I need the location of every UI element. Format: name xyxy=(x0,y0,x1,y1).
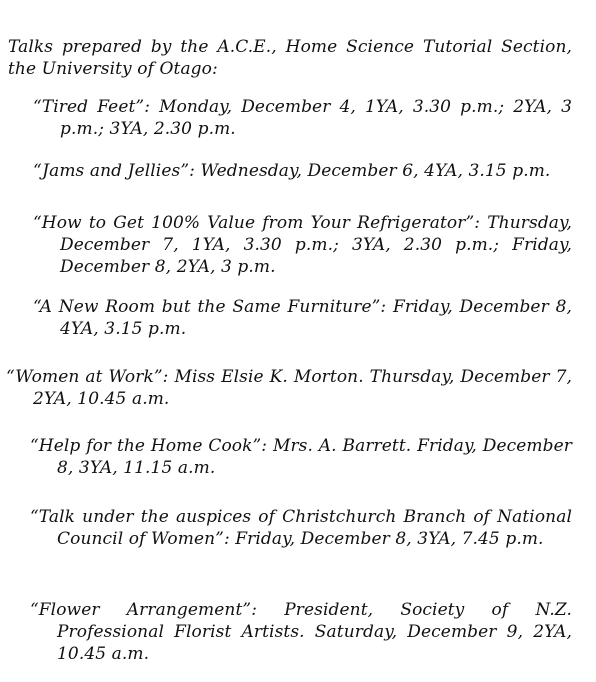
talk-entry-jams-and-jellies: “Jams and Jellies”: Wednesday, December 6, 4YA, 3.15 p.m. xyxy=(33,161,551,181)
talk-entry-women-at-work: “Women at Work”: Miss Elsie K. Morton. Thursday, December 7, 2YA, 10.45 a.m. xyxy=(6,367,572,409)
talk-entry-new-room: “A New Room but the Same Furniture”: Friday, December 8, 4YA, 3.15 p.m. xyxy=(33,297,572,339)
talk-entry-home-cook: “Help for the Home Cook”: Mrs. A. Barrett. Friday, December 8, 3YA, 11.15 a.m. xyxy=(30,436,572,478)
talk-entry-tired-feet: “Tired Feet”: Monday, December 4, 1YA, 3.30 p.m.; 2YA, 3 p.m.; 3YA, 2.30 p.m. xyxy=(33,97,572,139)
intro-paragraph: Talks prepared by the A.C.E., Home Science Tutorial Section, the University of Otago: xyxy=(8,37,572,79)
talk-entry-refrigerator: “How to Get 100% Value from Your Refrigerator”: Thursday, December 7, 1YA, 3.30 p.m.; 3YA, 2.30 p.m.; Friday, December 8, 2YA, 3 p.m. xyxy=(33,213,572,277)
talk-entry-flower-arrangement: “Flower Arrangement”: President, Society of N.Z. Professional Florist Artists. Saturday, December 9, 2YA, 10.45 a.m. xyxy=(30,600,572,664)
talk-entry-christchurch-branch: “Talk under the auspices of Christchurch Branch of National Council of Women”: Friday, December 8, 3YA, 7.45 p.m. xyxy=(30,507,572,549)
